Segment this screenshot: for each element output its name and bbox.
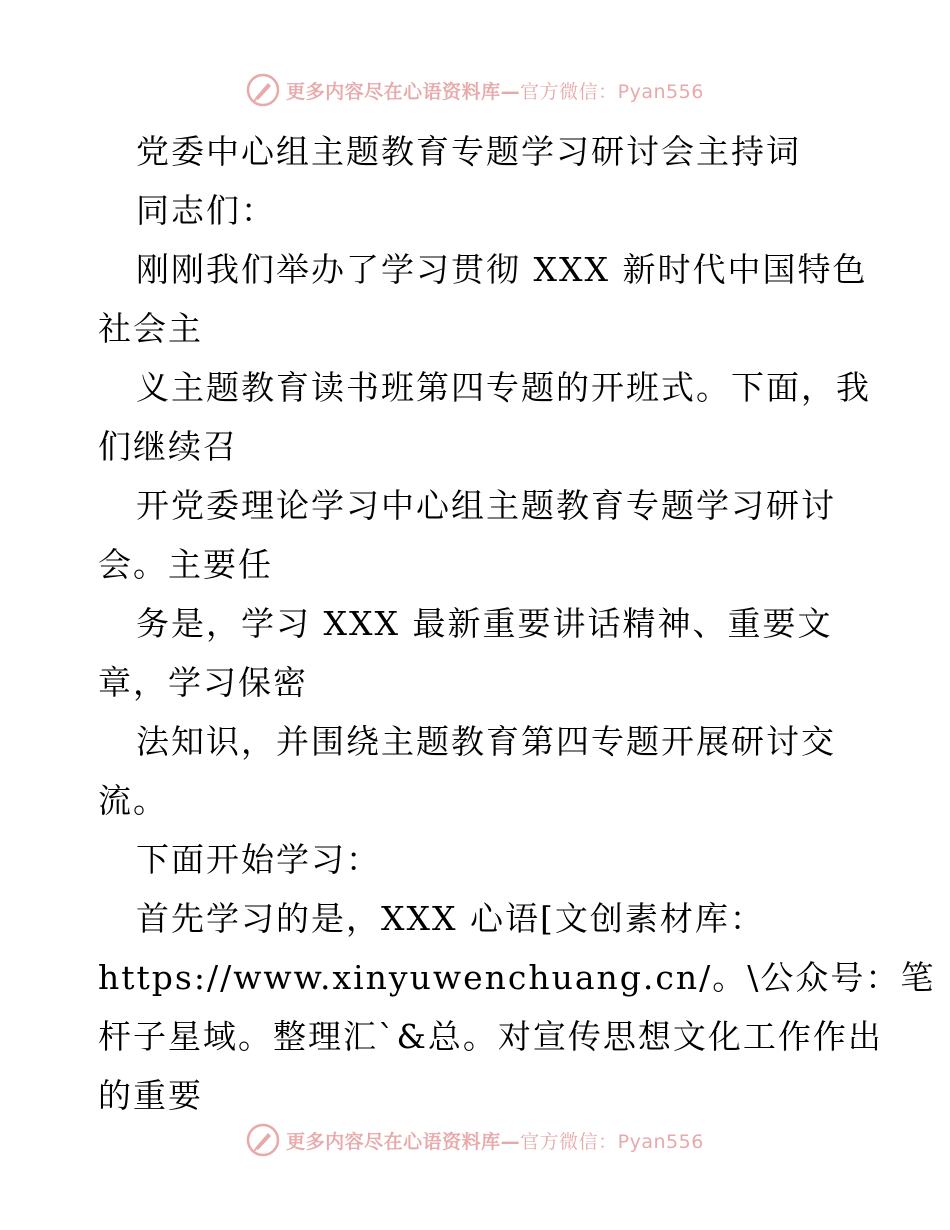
document-line: 会。主要任 bbox=[98, 545, 273, 584]
document-line: 务是，学习 XXX 最新重要讲话精神、重要文 bbox=[136, 604, 833, 643]
document-line: 社会主 bbox=[98, 309, 203, 348]
document-line: 开党委理论学习中心组主题教育专题学习研讨 bbox=[136, 486, 836, 525]
quill-logo-icon bbox=[246, 1123, 280, 1157]
document-line: 义主题教育读书班第四专题的开班式。下面，我 bbox=[136, 368, 871, 407]
document-line: 章，学习保密 bbox=[98, 663, 308, 702]
header-watermark bbox=[0, 70, 950, 110]
document-line: 的重要 bbox=[98, 1076, 203, 1115]
document-line: 同志们： bbox=[136, 191, 276, 230]
document-line: 流。 bbox=[98, 781, 168, 820]
document-body bbox=[98, 122, 936, 1125]
document-line: 法知识，并围绕主题教育第四专题开展研讨交 bbox=[136, 722, 836, 761]
document-line: 党委中心组主题教育专题学习研讨会主持词 bbox=[136, 132, 801, 171]
document-line: 首先学习的是，XXX 心语[文创素材库： bbox=[136, 899, 765, 938]
document-line: 刚刚我们举办了学习贯彻 XXX 新时代中国特色 bbox=[136, 250, 868, 289]
document-line: https://www.xinyuwenchuang.cn/。\公众号：笔 bbox=[98, 958, 936, 997]
quill-logo-icon bbox=[246, 73, 280, 107]
watermark-text: 更多内容尽在心语资料库—官方微信：Pyan556 bbox=[286, 80, 704, 103]
watermark-text: 更多内容尽在心语资料库—官方微信：Pyan556 bbox=[286, 1130, 704, 1153]
document-line: 们继续召 bbox=[98, 427, 238, 466]
footer-watermark bbox=[0, 1120, 950, 1160]
document-line: 下面开始学习： bbox=[136, 840, 381, 879]
document-line: 杆子星域。整理汇`&总。对宣传思想文化工作作出 bbox=[98, 1017, 883, 1056]
